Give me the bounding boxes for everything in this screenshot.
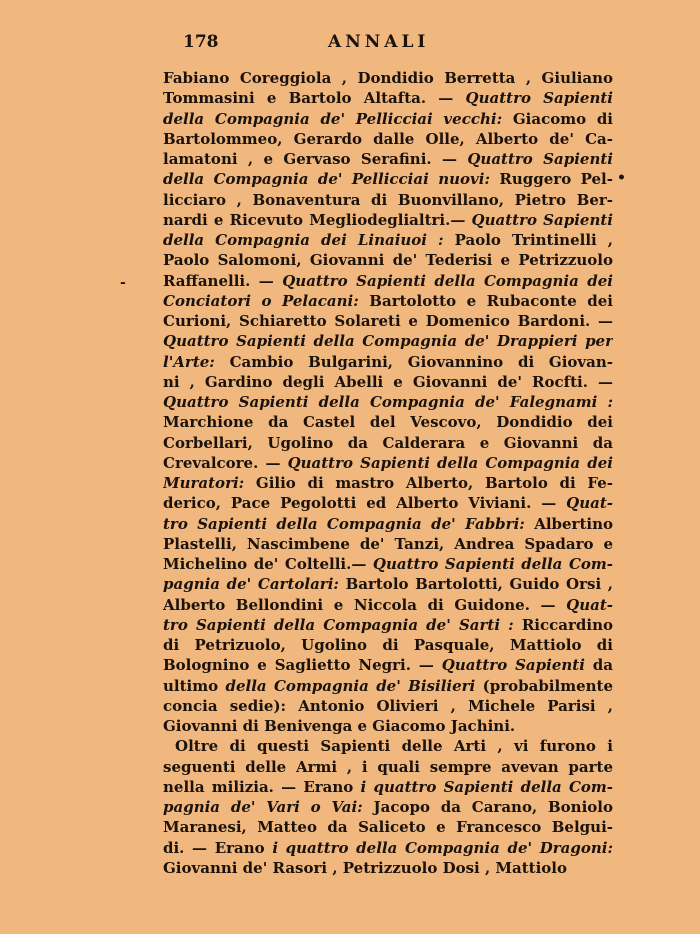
text-segment: Bartolo Bartolotti, Guido Orsi , [338,575,613,594]
italic-text: Quattro Sapienti [471,210,613,229]
margin-mark: • [617,170,626,186]
text-segment: Oltre di questi Sapienti delle Arti , vi furono i [175,737,613,756]
text-line [163,554,613,574]
text-line [163,149,613,169]
italic-text: pagnia de' Vari o Vai: [163,798,363,816]
text-line [163,574,613,594]
italic-text: tro Sapienti della Compagnia de' Fabbri: [163,514,525,533]
text-line [163,230,613,250]
text-line [163,817,613,837]
text-line [163,372,613,392]
text-line [163,311,613,331]
text-segment: Giacomo di [502,109,613,128]
italic-text: della Compagnia de' Pellicciai vecchi: [163,109,503,128]
text-segment: Cambio Bulgarini, Giovannino di Giovan- [214,352,613,371]
text-segment: Bolognino e Saglietto Negri. — [163,656,442,675]
italic-text: della Compagnia de' Pellicciai nuovi: [163,170,490,189]
italic-text: Muratori: [163,474,245,492]
text-segment: di. — Erano [163,838,273,857]
italic-text: Conciatori o Pelacani: [163,291,359,310]
text-segment: da [584,656,613,675]
italic-text: Quattro Sapienti della Compagnia dei [287,453,613,472]
text-segment: Bartolommeo, Gerardo dalle Olle, Alberto de' Ca- [163,129,613,148]
text-segment: Bartolotto e Rubaconte dei [358,291,613,310]
text-segment: licciaro , Bonaventura di Buonvillano, Pietro Ber- [163,190,613,209]
text-line [163,514,613,534]
text-line [163,473,613,493]
text-segment: derico, Pace Pegolotti ed Alberto Viviani. — [163,494,567,513]
text-segment: lamatoni , e Gervaso Serafini. — [163,150,468,168]
text-line [163,797,613,817]
text-line [163,331,613,351]
text-segment: Raffanelli. — [163,271,283,290]
text-line [163,615,613,635]
body-text [163,68,613,878]
text-line [163,716,613,736]
italic-text: Quat- [566,494,613,513]
italic-text: Quattro Sapienti della Compagnia de' Falegnami : [163,393,613,411]
text-segment: (probabilmente [475,676,613,695]
text-segment: seguenti delle Armi , i quali sempre avevan parte [163,757,613,776]
text-line [163,696,613,716]
text-segment: Riccardino [513,615,613,634]
margin-mark: - [120,275,126,291]
text-line [163,190,613,210]
text-line [163,129,613,149]
text-line [163,838,613,858]
text-segment: nardi e Ricevuto Megliodeglialtri.— [163,210,472,229]
italic-text: pagnia de' Cartolari: [163,575,339,594]
italic-text: i quattro della Compagnia de' Dragoni: [272,838,613,857]
text-segment: concia sedie): Antonio Olivieri , Michele Parisi , [163,696,613,715]
italic-text: Quattro Sapienti [465,89,613,108]
text-segment: Albertino [524,514,613,533]
text-segment: Crevalcore. — [163,453,288,472]
italic-text: della Compagnia dei Linaiuoi : [163,231,444,249]
italic-text: Quattro Sapienti della Compagnia de' Drappieri per [163,332,613,351]
text-line [163,412,613,432]
text-segment: ni , Gardino degli Abelli e Giovanni de' Rocfti. — [163,372,613,391]
text-line [163,210,613,230]
text-segment: Tommasini e Bartolo Altafta. — [163,89,466,108]
text-segment: Plastelli, Nascimbene de' Tanzi, Andrea Spadaro e [163,534,613,553]
text-line [163,635,613,655]
text-line [163,109,613,129]
italic-text: Quattro Sapienti [467,150,613,168]
text-segment: nella milizia. — Erano [163,777,361,796]
text-segment: Maranesi, Matteo da Saliceto e Francesco Belgui- [163,818,613,837]
text-segment: Michelino de' Coltelli.— [163,555,373,573]
text-segment: Gilio di mastro Alberto, Bartolo di Fe- [244,474,613,492]
page-header [183,32,613,56]
text-segment: Corbellari, Ugolino da Calderara e Giovanni da [163,433,613,452]
text-segment: Marchione da Castel del Vescovo, Dondidio dei [163,413,613,432]
text-line [163,392,613,412]
text-segment: Curioni, Schiaretto Solareti e Domenico Bardoni. — [163,312,613,330]
text-line [163,250,613,270]
text-line [163,271,613,291]
text-segment: Jacopo da Carano, Boniolo [362,798,613,816]
text-line [163,534,613,554]
text-segment: Giovanni de' Rasori , Petrizzuolo Dosi , Mattiolo [163,858,568,877]
italic-text: tro Sapienti della Compagnia de' Sarti : [163,615,514,634]
text-segment: Paolo Trintinelli , [443,231,613,249]
text-line [163,453,613,473]
text-segment: Ruggero Pel- [489,170,613,189]
text-segment: Giovanni di Benivenga e Giacomo Jachini. [163,717,516,735]
text-line [163,169,613,189]
text-segment: di Petrizuolo, Ugolino di Pasquale, Mattiolo di [163,636,613,654]
text-line [163,433,613,453]
italic-text: della Compagnia de' Bisilieri [225,676,476,695]
italic-text: Quat- [566,595,613,614]
italic-text: i quattro Sapienti della Com- [360,777,613,796]
italic-text: l'Arte: [163,352,215,371]
page-number: 178 [183,32,219,52]
text-line [163,68,613,88]
text-line [163,655,613,675]
text-line [163,858,613,878]
text-line [163,291,613,311]
italic-text: Quattro Sapienti [441,656,585,675]
text-line [163,736,613,756]
text-segment: Alberto Bellondini e Niccola di Guidone. — [163,595,567,614]
text-segment: Fabiano Coreggiola , Dondidio Berretta , Giuliano [163,69,613,87]
text-segment: ultimo [163,676,226,695]
italic-text: Quattro Sapienti della Compagnia dei [282,271,613,290]
text-segment: Paolo Salomoni, Giovanni de' Tederisi e Petrizzuolo [163,251,613,270]
text-line [163,88,613,108]
text-line [163,777,613,797]
italic-text: Quattro Sapienti della Com- [372,555,613,573]
text-line [163,595,613,615]
text-line [163,493,613,513]
running-title: ANNALI [328,32,430,52]
text-line [163,757,613,777]
text-line [163,676,613,696]
text-line [163,352,613,372]
